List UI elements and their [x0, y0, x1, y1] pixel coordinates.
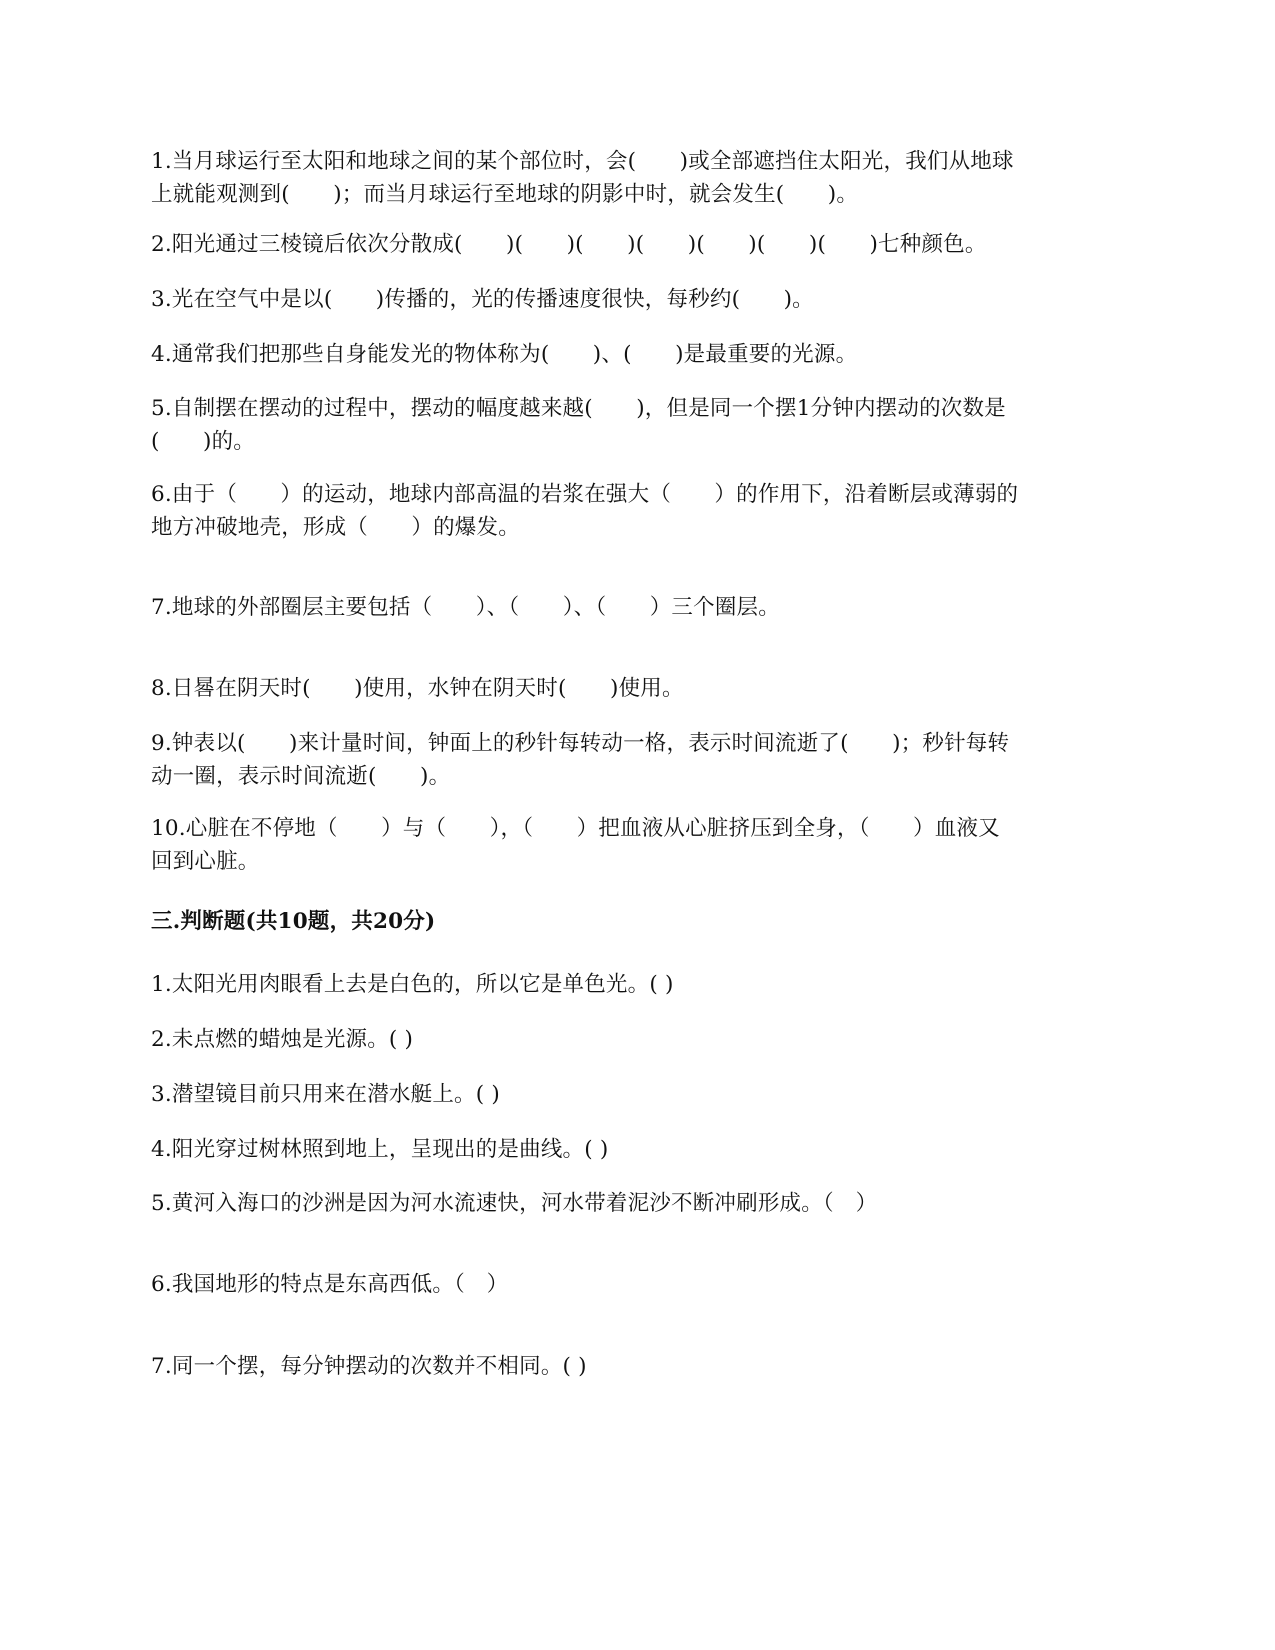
fill-question-3: 3.光在空气中是以( )传播的，光的传播速度很快，每秒约( )。	[151, 287, 814, 312]
judge-question-4: 4.阳光穿过树林照到地上，呈现出的是曲线。( )	[151, 1137, 609, 1162]
fill-question-4: 4.通常我们把那些自身能发光的物体称为( )、( )是最重要的光源。	[151, 342, 858, 367]
fill-question-2: 2.阳光通过三棱镜后依次分散成( )( )( )( )( )( )( )七种颜色。	[151, 232, 987, 257]
section-title: 三.判断题(共10题，共20分)	[151, 909, 436, 934]
fill-question-1-line-1: 1.当月球运行至太阳和地球之间的某个部位时，会( )或全部遮挡住太阳光，我们从地球	[151, 149, 1014, 174]
fill-question-7: 7.地球的外部圈层主要包括（ ）、（ ）、（ ）三个圈层。	[151, 595, 780, 620]
fill-question-10-line-1: 10.心脏在不停地（ ）与（ ），（ ）把血液从心脏挤压到全身，（ ）血液又	[151, 816, 1000, 841]
fill-question-8: 8.日晷在阴天时( )使用，水钟在阴天时( )使用。	[151, 676, 684, 701]
fill-question-9-line-2: 动一圈，表示时间流逝( )。	[151, 764, 451, 789]
fill-question-9-line-1: 9.钟表以( )来计量时间，钟面上的秒针每转动一格，表示时间流逝了( )；秒针每转	[151, 731, 1010, 756]
judge-question-7: 7.同一个摆，每分钟摆动的次数并不相同。( )	[151, 1354, 587, 1379]
fill-question-5-line-1: 5.自制摆在摆动的过程中，摆动的幅度越来越( )，但是同一个摆1分钟内摆动的次数是	[151, 396, 1006, 421]
fill-question-6-line-1: 6.由于（ ）的运动，地球内部高温的岩浆在强大（ ）的作用下，沿着断层或薄弱的	[151, 482, 1019, 507]
fill-question-10-line-2: 回到心脏。	[151, 849, 260, 874]
judge-question-2: 2.未点燃的蜡烛是光源。( )	[151, 1027, 414, 1052]
fill-question-5-line-2: ( )的。	[151, 429, 255, 454]
fill-question-6-line-2: 地方冲破地壳，形成（ ）的爆发。	[151, 515, 520, 540]
judge-question-1: 1.太阳光用肉眼看上去是白色的，所以它是单色光。( )	[151, 972, 674, 997]
judge-question-3: 3.潜望镜目前只用来在潜水艇上。( )	[151, 1082, 500, 1107]
judge-question-5: 5.黄河入海口的沙洲是因为河水流速快，河水带着泥沙不断冲刷形成。（ ）	[151, 1191, 878, 1216]
judge-question-6: 6.我国地形的特点是东高西低。（ ）	[151, 1272, 509, 1297]
fill-question-1-line-2: 上就能观测到( )；而当月球运行至地球的阴影中时，就会发生( )。	[151, 182, 859, 207]
